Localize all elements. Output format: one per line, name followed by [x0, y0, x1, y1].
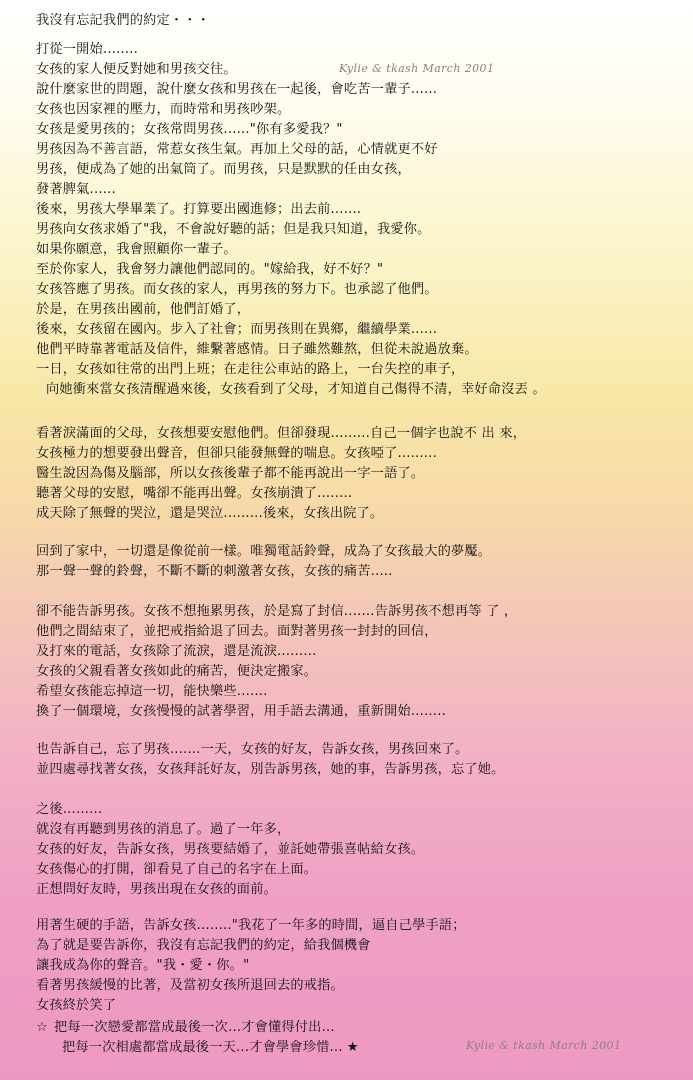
story-line: 一日，女孩如往常的出門上班；在走往公車站的路上，一台失控的車子，: [36, 362, 465, 377]
story-line: 也告訴自己，忘了男孩.......一天，女孩的好友，告訴女孩，男孩回來了。: [36, 742, 469, 757]
story-line: 看著男孩緩慢的比著，及當初女孩所退回去的戒指。: [36, 978, 344, 993]
story-title: 我沒有忘記我們的約定・・・: [36, 13, 211, 28]
story-line: 就沒有再聽到男孩的消息了。過了一年多，: [36, 822, 291, 837]
story-line: 如果你願意，我會照顧你一輩子。: [36, 242, 237, 257]
story-line: 並四處尋找著女孩，女孩拜託好友，別告訴男孩，她的事，告訴男孩，忘了她。: [36, 762, 505, 777]
story-line: 女孩傷心的打開，卻看見了自己的名字在上面。: [36, 862, 318, 877]
story-line: 至於你家人，我會努力讓他們認同的。"嫁給我，好不好？": [36, 262, 384, 277]
story-line: 看著淚滿面的父母，女孩想要安慰他們。但卻發現.........自己一個字也說不 出 來，: [36, 426, 527, 441]
story-line: 正想問好友時，男孩出現在女孩的面前。: [36, 882, 277, 897]
story-line: 後來，女孩留在國內。步入了社會；而男孩則在異鄉，繼續學業......: [36, 322, 438, 337]
story-line: 女孩極力的想要發出聲音，但卻只能發無聲的喘息。女孩啞了.........: [36, 446, 437, 461]
story-line: 卻不能告訴男孩。女孩不想拖累男孩，於是寫了封信.......告訴男孩不想再等 了 ，: [36, 604, 518, 619]
story-line: 女孩答應了男孩。而女孩的家人，再男孩的努力下。也承認了他們。: [36, 282, 438, 297]
story-line: 他們平時靠著電話及信件，維繫著感情。日子雖然難熬，但從未說過放棄。: [36, 342, 478, 357]
story-line: 發著脾氣......: [36, 182, 116, 197]
story-line: 女孩的家人便反對她和男孩交往。: [36, 62, 237, 77]
story-line: 向她衝來當女孩清醒過來後，女孩看到了父母，才知道自己傷得不清，幸好命沒丟 。: [46, 382, 546, 397]
solid-star-icon: ★: [346, 1040, 359, 1055]
closing-line-1: [36, 1019, 676, 1036]
story-line: 他們之間結束了，並把戒指給退了回去。面對著男孩一封封的回信，: [36, 624, 438, 639]
story-line: 之後.........: [36, 802, 103, 817]
story-line: 男孩，便成為了她的出氣筒了。而男孩，只是默默的任由女孩，: [36, 162, 411, 177]
story-line: 及打來的電話，女孩除了流淚，還是流淚.........: [36, 644, 317, 659]
story-line: 於是，在男孩出國前，他們訂婚了，: [36, 302, 251, 317]
story-line: 換了一個環境，女孩慢慢的試著學習，用手語去溝通，重新開始........: [36, 704, 446, 719]
story-line: 醫生說因為傷及腦部，所以女孩後輩子都不能再說出一字一語了。: [36, 466, 425, 481]
story-line: 那一聲一聲的鈴聲，不斷不斷的刺激著女孩，女孩的痛苦.....: [36, 564, 393, 579]
story-line: 希望女孩能忘掉這一切，能快樂些.......: [36, 684, 268, 699]
story-line: 說什麼家世的問題，說什麼女孩和男孩在一起後，會吃苦一輩子......: [36, 82, 438, 97]
story-line: 女孩終於笑了: [36, 998, 117, 1013]
signature-top: Kylie & tkash March 2001: [339, 62, 495, 75]
story-line: 女孩是愛男孩的；女孩常問男孩......"你有多愛我？": [36, 122, 343, 137]
story-line: 女孩也因家裡的壓力，而時常和男孩吵架。: [36, 102, 291, 117]
story-line: 後來，男孩大學畢業了。打算要出國進修；出去前.......: [36, 202, 362, 217]
story-line: 讓我成為你的聲音。"我・愛・你。": [36, 958, 250, 973]
story-line: 用著生硬的手語，告訴女孩........"我花了一年多的時間，逼自己學手語；: [36, 918, 466, 933]
story-line: 聽著父母的安慰，嘴卻不能再出聲。女孩崩潰了........: [36, 486, 353, 501]
story-line: 男孩向女孩求婚了"我，不會說好聽的話；但是我只知道，我愛你。: [36, 222, 431, 237]
signature-bottom: Kylie & tkash March 2001: [466, 1039, 622, 1052]
story-line: 男孩因為不善言語，常惹女孩生氣。再加上父母的話，心情就更不好: [36, 142, 438, 157]
story-line: 女孩的好友，告訴女孩，男孩要結婚了，並託她帶張喜帖給女孩。: [36, 842, 425, 857]
story-line: 成天除了無聲的哭泣，還是哭泣.........後來，女孩出院了。: [36, 506, 384, 521]
story-line: 為了就是要告訴你，我沒有忘記我們的約定，給我個機會: [36, 938, 371, 953]
story-line: 女孩的父親看著女孩如此的痛苦，便決定搬家。: [36, 664, 318, 679]
story-line: 回到了家中，一切還是像從前一樣。唯獨電話鈴聲，成為了女孩最大的夢魘。: [36, 544, 492, 559]
closing-line-2-text: 把每一次相處都當成最後一天...才會學會珍惜...: [62, 1040, 343, 1055]
open-star-icon: ☆: [36, 1020, 49, 1035]
closing-line-1-text: 把每一次戀愛都當成最後一次...才會懂得付出...: [54, 1020, 335, 1035]
story-line: 打從一開始........: [36, 42, 139, 57]
